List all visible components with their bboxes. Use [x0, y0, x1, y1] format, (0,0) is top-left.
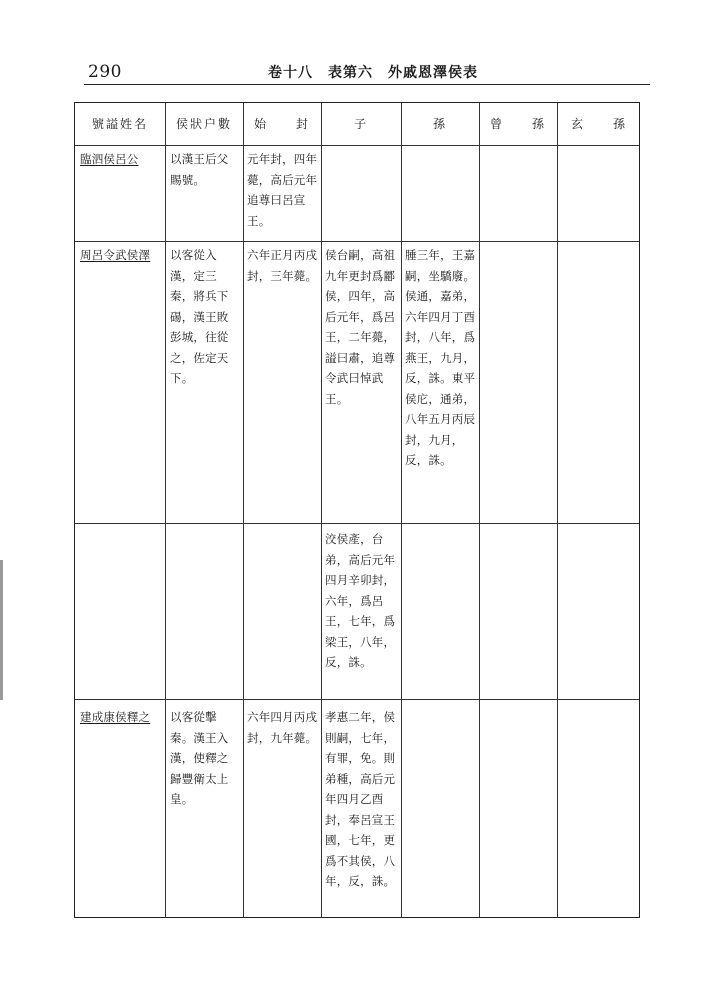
- row4-enfeoff: 六年四月丙戌封，九年薨。: [247, 710, 318, 745]
- row1-status: 以漢王后父賜號。: [170, 152, 229, 187]
- header-name-title: 號謚姓名: [91, 117, 148, 131]
- header-great-grandson: 曾 孫: [489, 117, 546, 131]
- row-divider: [75, 699, 639, 700]
- row3-son: 洨侯產，台弟，高后元年四月辛卯封，六年，爲呂王，七年，爲梁王，八年，反，誅。: [325, 532, 396, 669]
- row4-son: 孝惠二年，侯則嗣，七年，有罪，免。則弟種，高后元年四月乙酉封，奉呂宣王國，七年，更爲不其侯，八年，反，誅。: [325, 710, 396, 888]
- header-first-enfeoff: 始 封: [253, 117, 310, 131]
- column-divider: [479, 103, 480, 917]
- genealogy-table: [74, 102, 640, 918]
- row4-status: 以客從擊秦。漢王入漢，使釋之歸豐衛太上皇。: [170, 710, 229, 806]
- column-divider: [401, 103, 402, 917]
- row2-grandson: 腄三年，王嘉嗣，坐驕廢。侯通，嘉弟，六年四月丁酉封，八年，爲燕王，九月，反，誅。東平侯庀，通弟，八年五月丙辰封，九月，反，誅。: [405, 248, 476, 467]
- column-divider: [243, 103, 244, 917]
- header-son: 子: [353, 117, 368, 131]
- running-title: 卷十八 表第六 外戚恩澤侯表: [268, 65, 478, 81]
- header-status-households: 侯狀户數: [175, 117, 232, 131]
- binding-edge-mark: [0, 560, 3, 700]
- header-great-great-grandson: 玄 孫: [570, 117, 627, 131]
- column-divider: [321, 103, 322, 917]
- row1-enfeoff: 元年封，四年薨，高后元年追尊曰呂宣王。: [247, 152, 318, 228]
- header-divider: [75, 145, 639, 146]
- row1-name: 臨泗侯呂公: [80, 152, 139, 166]
- row4-name: 建成康侯釋之: [80, 710, 151, 724]
- column-divider: [557, 103, 558, 917]
- row2-son: 侯台嗣，高祖九年更封爲酈侯，四年，高后元年，爲呂王，二年薨，謚曰肅，追尊令武曰悼武王。: [325, 248, 396, 406]
- row-divider: [75, 523, 639, 524]
- column-divider: [165, 103, 166, 917]
- page-number: 290: [88, 62, 122, 82]
- row-divider: [75, 241, 639, 242]
- header-grandson: 孫: [432, 117, 447, 131]
- row2-enfeoff: 六年正月丙戌封，三年薨。: [247, 248, 318, 283]
- header-rule: [84, 84, 650, 85]
- row2-status: 以客從入漢，定三秦，將兵下碭，漢王敗彭城，往從之，佐定天下。: [170, 248, 229, 385]
- row2-name: 周呂令武侯澤: [80, 248, 151, 262]
